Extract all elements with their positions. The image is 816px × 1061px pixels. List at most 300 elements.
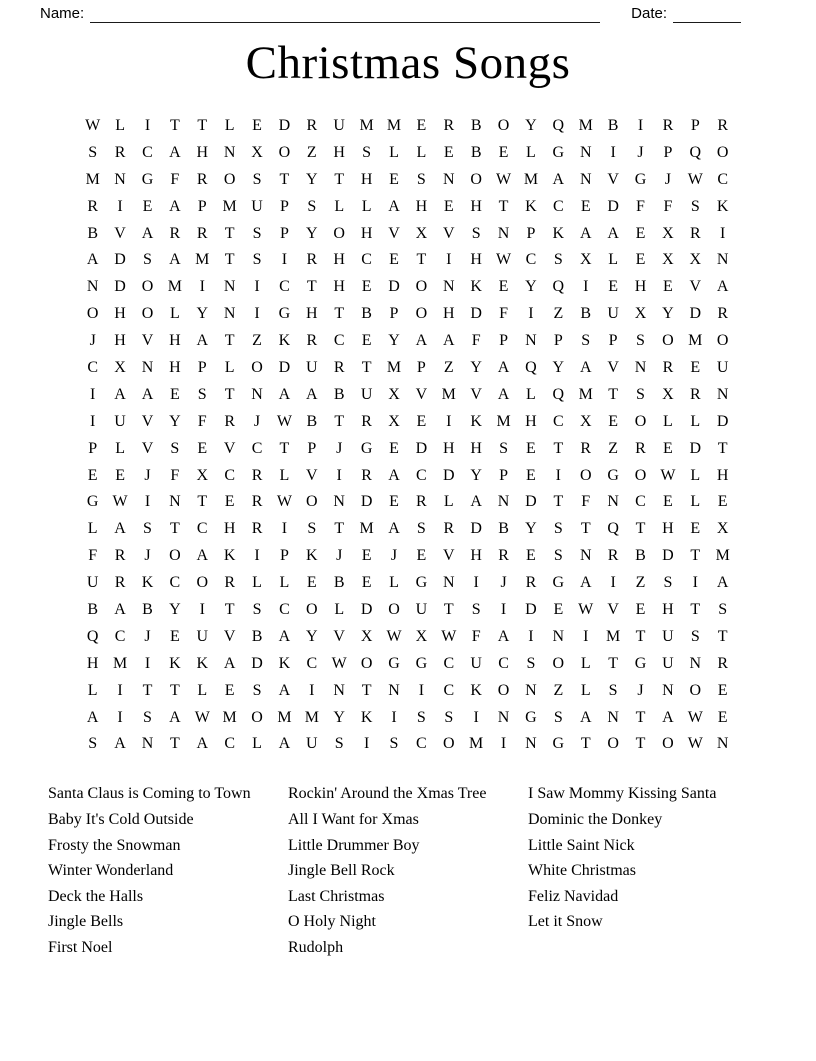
grid-cell: J [664, 170, 672, 188]
grid-cell: K [196, 654, 209, 672]
grid-row [79, 140, 737, 167]
grid-cell: D [388, 278, 400, 296]
grid-cell: R [169, 224, 181, 242]
grid-cell: O [141, 305, 154, 323]
grid-cell: S [170, 439, 180, 457]
grid-cell: I [418, 681, 425, 699]
grid-cell: X [634, 305, 647, 323]
grid-cell: T [142, 681, 153, 699]
grid-cell: I [391, 708, 397, 726]
grid-cell: T [580, 520, 591, 538]
grid-cell: E [87, 466, 98, 484]
grid-cell: H [333, 251, 345, 269]
grid-cell: L [443, 493, 454, 511]
grid-cell: I [90, 385, 96, 403]
grid-cell: A [114, 385, 126, 403]
grid-cell: D [114, 251, 126, 269]
grid-cell: S [636, 385, 645, 403]
grid-cell: G [552, 735, 565, 753]
grid-cell: C [553, 197, 564, 215]
grid-cell: W [85, 117, 101, 134]
grid-cell: L [197, 681, 208, 699]
grid-cell: Q [86, 627, 99, 645]
grid-cell: W [276, 412, 292, 430]
grid-cell: O [306, 601, 318, 619]
grid-cell: N [689, 654, 702, 672]
grid-cell: T [717, 439, 728, 457]
grid-cell: J [637, 143, 644, 161]
grid-cell: H [86, 654, 99, 672]
grid-cell: E [389, 251, 399, 269]
grid-cell: S [307, 520, 317, 538]
grid-cell: H [196, 143, 209, 161]
grid-cell: R [251, 466, 263, 484]
grid-cell: R [717, 117, 729, 134]
grid-cell: H [415, 197, 428, 215]
grid-cell: D [415, 439, 428, 457]
grid-cell: C [416, 466, 427, 484]
grid-cell: J [336, 439, 343, 457]
grid-cell: U [333, 117, 345, 134]
grid-cell: V [141, 439, 154, 457]
grid-cell: M [523, 170, 539, 188]
grid-cell: N [607, 708, 619, 726]
grid-cell: X [579, 412, 592, 430]
grid-cell: E [717, 681, 728, 699]
grid-cell: A [141, 224, 154, 242]
grid-cell: D [525, 493, 537, 511]
grid-cell: D [278, 359, 291, 377]
grid-cell: H [525, 412, 537, 430]
grid-row [79, 678, 737, 705]
grid-cell: H [634, 278, 647, 296]
grid-cell: M [112, 654, 128, 672]
grid-cell: E [361, 278, 372, 296]
grid-cell: F [471, 627, 481, 645]
grid-cell: R [580, 439, 592, 457]
grid-cell: I [144, 654, 151, 672]
grid-cell: S [444, 708, 454, 726]
grid-cell: B [498, 520, 509, 538]
grid-cell: A [607, 224, 619, 242]
grid-cell: I [117, 681, 123, 699]
word-list-item: Little Drummer Boy [288, 836, 420, 854]
grid-cell: A [579, 574, 592, 592]
grid-cell: I [692, 574, 698, 592]
grid-cell: R [114, 143, 126, 161]
grid-cell: R [196, 170, 208, 188]
grid-cell: S [690, 197, 700, 215]
grid-cell: L [416, 143, 427, 161]
grid-cell: B [580, 305, 592, 323]
grid-cell: Z [252, 332, 262, 350]
grid-cell: L [526, 143, 536, 161]
grid-row [79, 463, 737, 490]
grid-cell: D [470, 305, 482, 323]
grid-cell: Q [525, 359, 537, 377]
grid-cell: X [388, 412, 400, 430]
grid-cell: F [170, 466, 180, 484]
grid-cell: H [114, 305, 126, 323]
grid-cell: P [608, 332, 618, 350]
grid-cell: O [196, 574, 209, 592]
grid-cell: M [222, 708, 237, 726]
grid-cell: U [360, 385, 373, 403]
grid-cell: I [528, 305, 534, 323]
grid-cell: T [690, 601, 701, 619]
word-list-item: I Saw Mommy Kissing Santa [528, 785, 717, 803]
word-list-item: O Holy Night [288, 913, 376, 931]
grid-cell: C [717, 170, 729, 188]
grid-cell: L [87, 520, 98, 538]
grid-cell: E [498, 143, 509, 161]
grid-cell: C [224, 735, 235, 753]
grid-cell: G [552, 574, 565, 592]
grid-cell: D [716, 412, 729, 430]
grid-cell: M [715, 547, 730, 565]
grid-cell: M [359, 117, 374, 134]
grid-cell: E [635, 601, 646, 619]
grid-row [79, 624, 737, 651]
grid-cell: A [579, 359, 592, 377]
grid-cell: E [663, 278, 673, 296]
grid-cell: I [610, 574, 616, 592]
grid-cell: P [499, 332, 508, 350]
grid-cell: L [580, 654, 591, 672]
worksheet-page [0, 5, 816, 1061]
grid-cell: T [635, 627, 646, 645]
grid-cell: S [88, 143, 98, 161]
grid-cell: S [636, 332, 645, 350]
grid-cell: X [415, 224, 428, 242]
grid-cell: N [442, 278, 455, 296]
date-label: Date: [631, 5, 667, 22]
grid-cell: H [662, 601, 674, 619]
grid-cell: O [169, 547, 181, 565]
grid-cell: O [662, 332, 674, 350]
grid-row [79, 436, 737, 463]
grid-cell: N [525, 681, 537, 699]
name-fill-line [90, 8, 600, 23]
grid-cell: A [86, 708, 99, 726]
grid-cell: S [252, 601, 262, 619]
grid-cell: D [278, 117, 291, 134]
grid-cell: M [441, 385, 456, 403]
grid-cell: T [197, 493, 208, 511]
grid-cell: D [114, 278, 126, 296]
grid-cell: N [169, 493, 181, 511]
grid-cell: V [470, 385, 482, 403]
grid-cell: T [224, 224, 235, 242]
grid-cell: T [224, 385, 235, 403]
grid-cell: K [716, 197, 729, 215]
grid-cell: L [389, 574, 399, 592]
grid-cell: R [416, 493, 427, 511]
grid-cell: I [90, 412, 96, 430]
grid-cell: X [689, 251, 702, 269]
grid-cell: R [717, 305, 729, 323]
grid-cell: Q [689, 143, 702, 161]
grid-cell: N [607, 493, 619, 511]
grid-cell: F [170, 170, 180, 188]
grid-cell: A [114, 520, 126, 538]
grid-cell: P [526, 224, 536, 242]
grid-cell: H [306, 305, 318, 323]
grid-cell: P [690, 117, 700, 134]
grid-cell: R [87, 197, 99, 215]
grid-cell: M [195, 251, 210, 269]
grid-cell: W [687, 735, 703, 753]
grid-cell: Y [470, 466, 482, 484]
grid-cell: L [224, 359, 235, 377]
grid-cell: R [333, 359, 345, 377]
word-list-item: Deck the Halls [48, 887, 144, 905]
grid-cell: G [415, 574, 428, 592]
grid-cell: H [360, 170, 373, 188]
grid-cell: B [635, 547, 646, 565]
grid-cell: N [333, 681, 345, 699]
grid-cell: O [415, 305, 428, 323]
grid-cell: S [663, 574, 673, 592]
grid-cell: E [443, 143, 454, 161]
grid-cell: O [442, 735, 455, 753]
grid-cell: S [252, 170, 262, 188]
grid-cell: K [223, 547, 236, 565]
grid-cell: S [252, 251, 262, 269]
grid-cell: U [251, 197, 263, 215]
grid-cell: E [306, 574, 317, 592]
grid-cell: T [224, 251, 235, 269]
grid-cell: A [497, 385, 510, 403]
grid-cell: C [443, 654, 455, 672]
word-list-item: Frosty the Snowman [48, 836, 181, 854]
grid-cell: E [663, 439, 673, 457]
grid-cell: D [442, 466, 455, 484]
grid-cell: A [388, 520, 400, 538]
grid-cell: V [114, 224, 126, 242]
grid-cell: R [635, 439, 646, 457]
grid-cell: V [223, 627, 236, 645]
grid-cell: I [117, 197, 123, 215]
grid-cell: I [144, 493, 151, 511]
word-list-column [288, 781, 528, 960]
grid-cell: A [196, 332, 209, 350]
grid-cell: O [579, 466, 592, 484]
grid-row [79, 194, 737, 221]
grid-cell: I [117, 708, 123, 726]
grid-cell: Y [552, 359, 565, 377]
grid-cell: A [497, 627, 510, 645]
grid-cell: H [442, 305, 455, 323]
grid-cell: C [224, 466, 235, 484]
grid-cell: H [470, 547, 482, 565]
grid-cell: V [442, 224, 455, 242]
grid-cell: R [251, 520, 263, 538]
grid-cell: J [89, 332, 96, 350]
grid-cell: C [553, 412, 564, 430]
grid-cell: P [389, 305, 399, 323]
grid-cell: A [278, 735, 291, 753]
grid-cell: E [526, 547, 536, 565]
grid-cell: R [251, 493, 263, 511]
grid-cell: X [662, 251, 674, 269]
grid-cell: O [716, 332, 729, 350]
grid-cell: I [309, 681, 315, 699]
grid-cell: R [443, 520, 455, 538]
grid-cell: Q [552, 278, 565, 296]
grid-cell: V [607, 359, 619, 377]
grid-cell: N [716, 735, 729, 753]
grid-cell: P [197, 359, 207, 377]
grid-cell: V [415, 385, 428, 403]
grid-row [79, 301, 737, 328]
grid-cell: I [199, 601, 205, 619]
grid-cell: S [416, 708, 426, 726]
grid-row [79, 570, 737, 597]
grid-cell: O [634, 466, 647, 484]
grid-cell: S [362, 143, 372, 161]
grid-cell: T [608, 654, 618, 672]
grid-cell: U [196, 627, 209, 645]
grid-cell: X [716, 520, 729, 538]
grid-cell: D [470, 520, 482, 538]
grid-cell: E [169, 385, 180, 403]
grid-cell: N [333, 493, 345, 511]
grid-cell: P [197, 197, 207, 215]
grid-cell: D [360, 601, 373, 619]
grid-row [79, 247, 737, 274]
grid-cell: K [306, 547, 318, 565]
grid-cell: L [608, 251, 618, 269]
grid-cell: P [307, 439, 317, 457]
word-list-item: Last Christmas [288, 887, 385, 905]
grid-cell: R [306, 117, 318, 134]
grid-cell: S [499, 439, 508, 457]
grid-cell: T [690, 547, 701, 565]
grid-cell: A [497, 359, 510, 377]
grid-cell: E [197, 439, 208, 457]
grid-cell: Y [169, 412, 181, 430]
grid-cell: J [144, 466, 151, 484]
grid-cell: M [606, 627, 621, 645]
grid-cell: L [690, 412, 701, 430]
grid-cell: U [86, 574, 99, 592]
grid-cell: P [88, 439, 98, 457]
grid-cell: M [386, 359, 402, 377]
grid-cell: B [470, 143, 482, 161]
grid-cell: H [662, 520, 674, 538]
grid-cell: B [607, 117, 619, 134]
grid-cell: L [361, 197, 372, 215]
grid-cell: B [142, 601, 153, 619]
grid-cell: S [690, 627, 700, 645]
grid-cell: N [141, 359, 154, 377]
grid-cell: C [142, 143, 153, 161]
grid-cell: W [660, 466, 676, 484]
grid-cell: O [634, 412, 647, 430]
grid-cell: I [528, 627, 534, 645]
grid-cell: E [416, 117, 427, 134]
grid-row [79, 731, 737, 758]
grid-cell: Y [306, 627, 318, 645]
grid-cell: A [86, 251, 99, 269]
grid-cell: T [334, 305, 345, 323]
grid-cell: L [87, 681, 98, 699]
grid-cell: T [498, 197, 509, 215]
grid-cell: K [470, 412, 482, 430]
grid-cell: T [334, 520, 345, 538]
word-list-column [528, 781, 768, 960]
grid-cell: G [552, 143, 565, 161]
grid-cell: I [473, 574, 479, 592]
grid-cell: A [196, 735, 209, 753]
grid-cell: R [717, 654, 729, 672]
grid-cell: X [196, 466, 209, 484]
grid-cell: E [690, 359, 701, 377]
grid-cell: T [416, 251, 427, 269]
grid-cell: I [500, 601, 507, 619]
name-label: Name: [40, 5, 85, 22]
grid-cell: E [389, 170, 399, 188]
grid-row [79, 543, 737, 570]
grid-row [79, 355, 737, 382]
grid-cell: W [331, 654, 347, 672]
word-list-item: Jingle Bells [48, 913, 124, 931]
grid-cell: H [114, 332, 126, 350]
grid-cell: E [635, 224, 646, 242]
grid-cell: I [336, 466, 342, 484]
grid-cell: S [88, 735, 98, 753]
grid-cell: L [334, 601, 345, 619]
grid-cell: L [169, 305, 180, 323]
grid-cell: W [687, 170, 703, 188]
word-list-item: Jingle Bell Rock [288, 862, 395, 880]
grid-cell: N [579, 547, 592, 565]
grid-cell: V [689, 278, 702, 296]
grid-cell: W [578, 601, 594, 619]
grid-cell: K [278, 654, 291, 672]
grid-cell: Q [607, 520, 619, 538]
grid-cell: B [470, 117, 482, 134]
grid-cell: T [717, 627, 728, 645]
grid-cell: G [525, 708, 537, 726]
grid-cell: E [416, 547, 427, 565]
word-list-item: First Noel [48, 938, 113, 956]
grid-cell: H [333, 278, 345, 296]
grid-cell: M [688, 332, 703, 350]
grid-cell: R [443, 117, 455, 134]
grid-row [79, 274, 737, 301]
grid-cell: N [388, 681, 400, 699]
grid-cell: O [278, 143, 291, 161]
header [40, 5, 741, 23]
grid-cell: A [552, 170, 565, 188]
grid-cell: C [361, 251, 372, 269]
grid-cell: E [115, 466, 125, 484]
grid-row [79, 167, 737, 194]
grid-cell: C [169, 574, 181, 592]
grid-cell: C [196, 520, 208, 538]
grid-cell: O [223, 170, 236, 188]
grid-cell: L [580, 681, 591, 699]
grid-cell: T [224, 601, 235, 619]
grid-cell: G [415, 654, 428, 672]
grid-cell: L [279, 574, 290, 592]
grid-cell: X [388, 385, 400, 403]
grid-cell: K [169, 654, 181, 672]
grid-cell: N [634, 359, 647, 377]
grid-cell: A [442, 332, 455, 350]
